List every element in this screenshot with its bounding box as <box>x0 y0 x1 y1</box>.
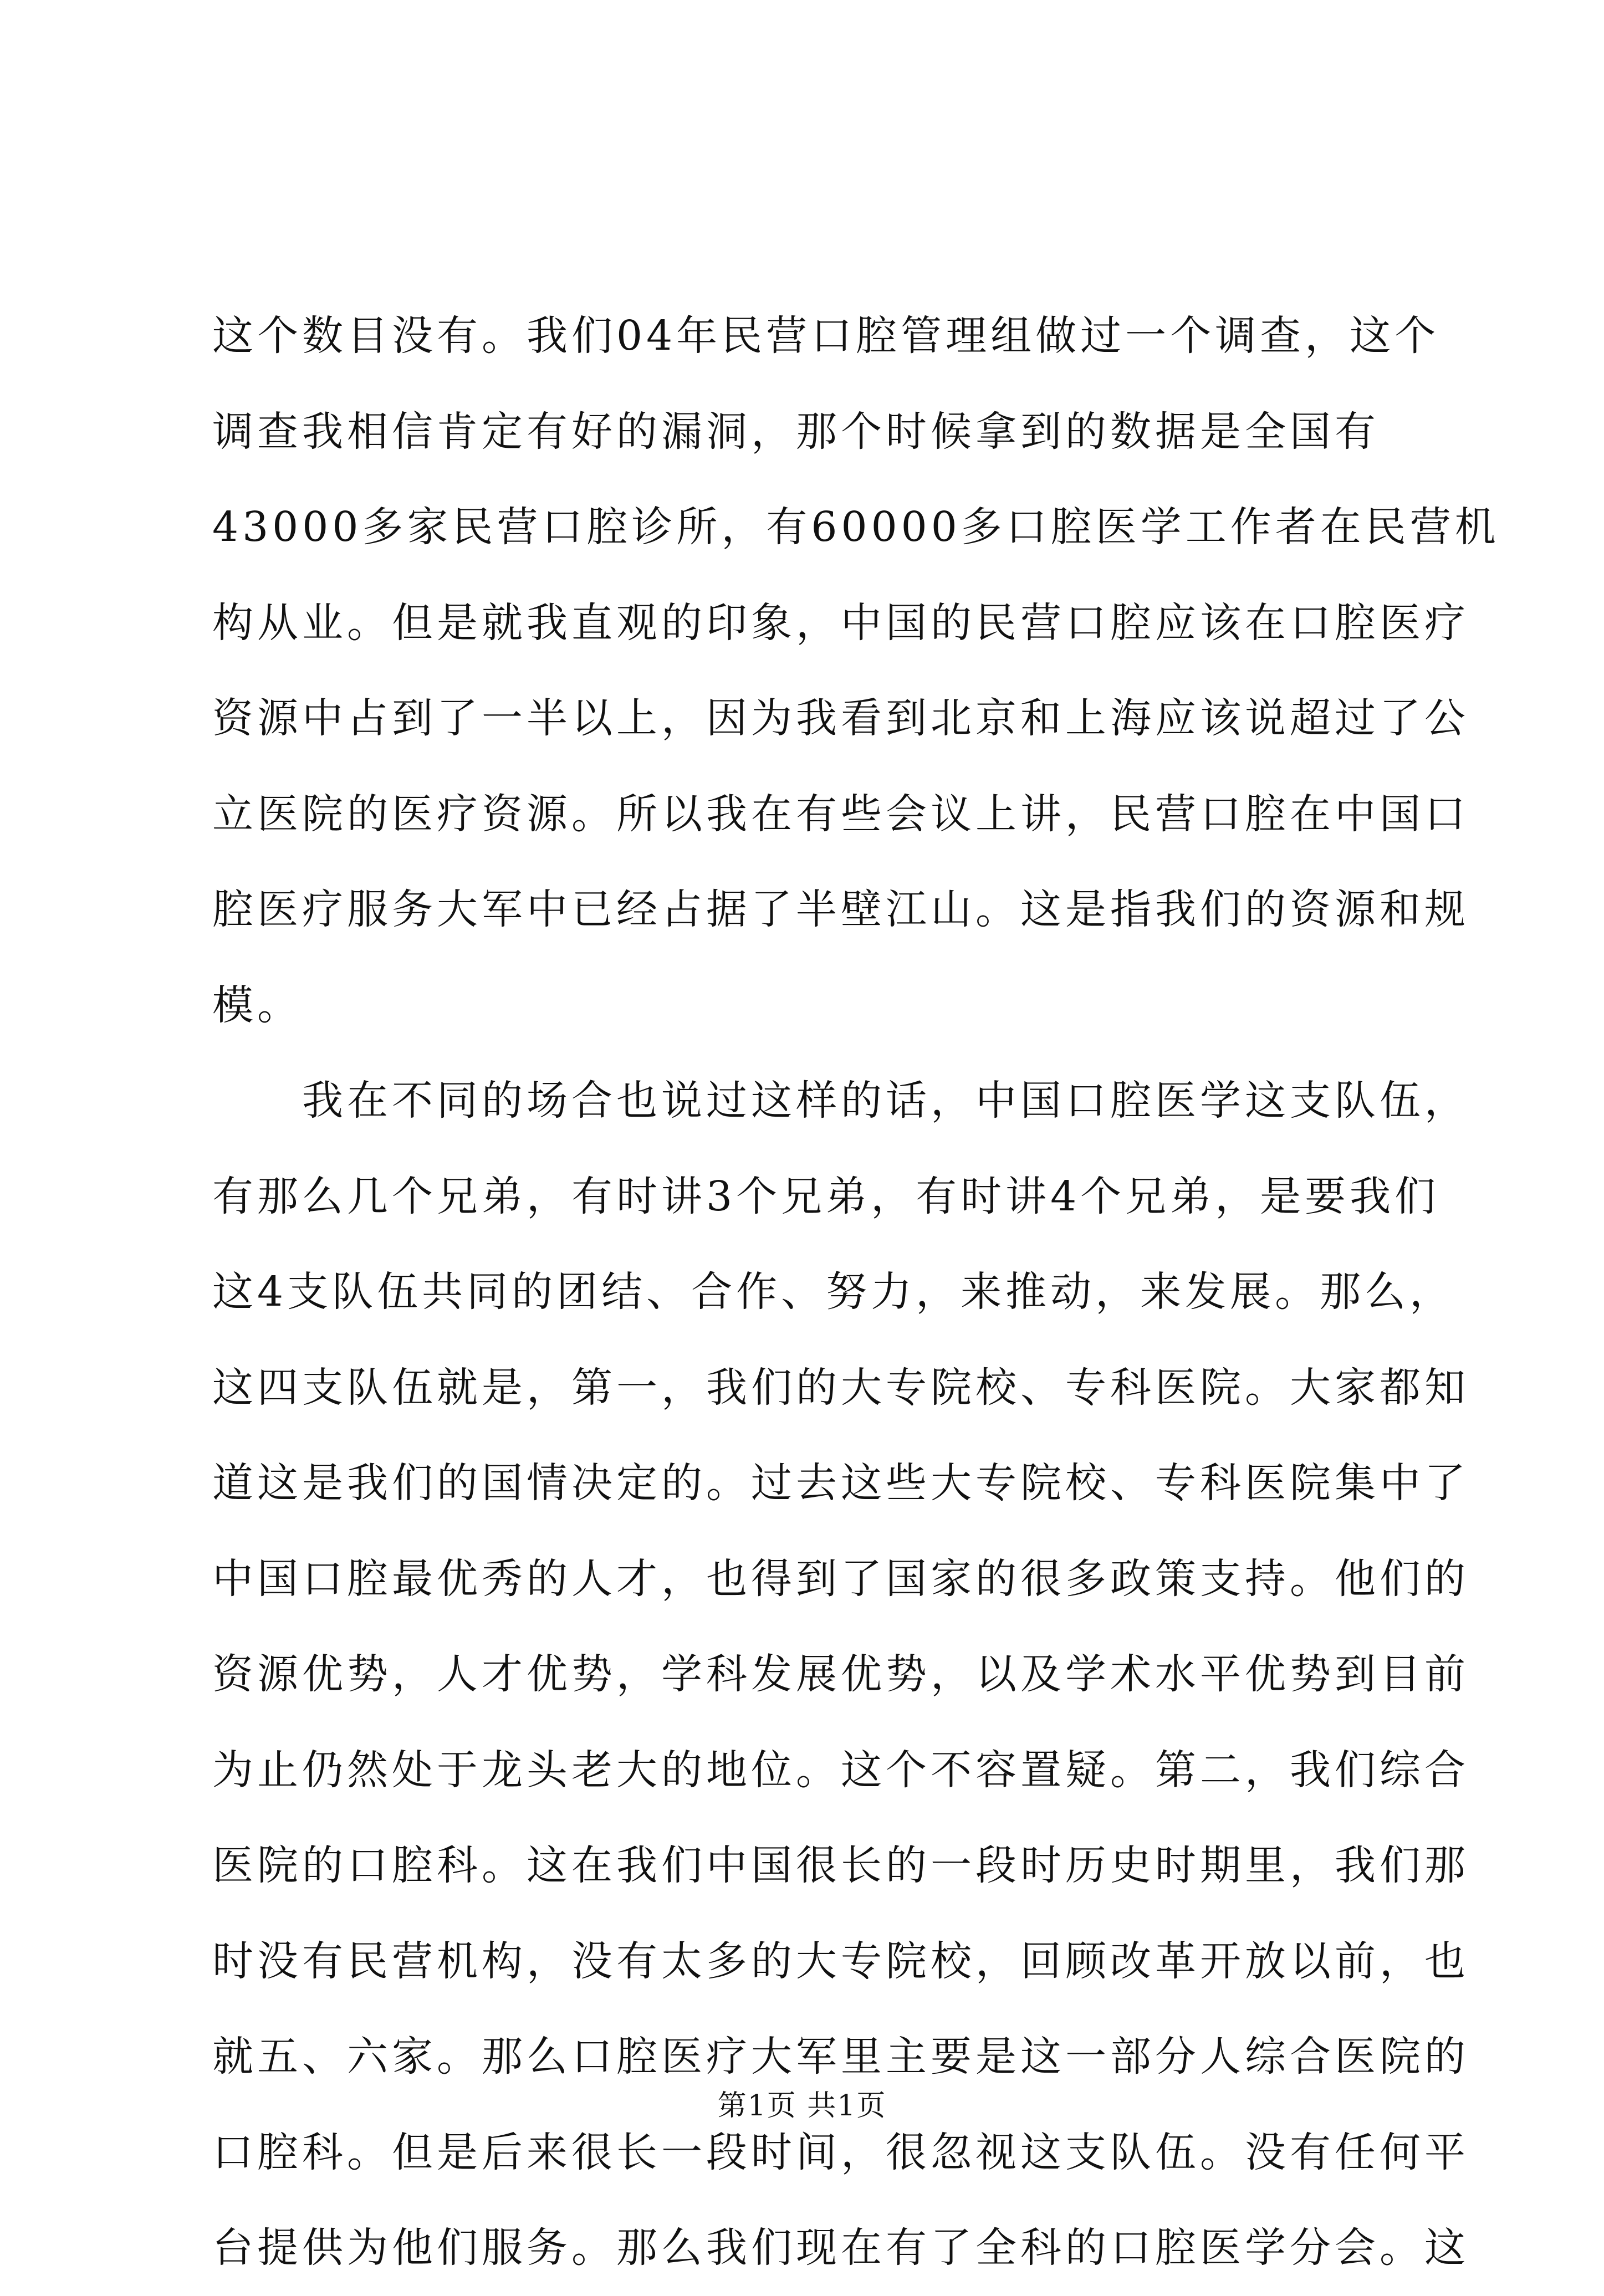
text-line: 有那么几个兄弟，有时讲3个兄弟，有时讲4个兄弟，是要我们 <box>212 1172 1440 1220</box>
body-text <box>212 288 1500 2296</box>
text-line: 就五、六家。那么口腔医疗大军里主要是这一部分人综合医院的 <box>212 2033 1469 2080</box>
text-line: 道这是我们的国情决定的。过去这些大专院校、专科医院集中了 <box>212 1459 1469 1507</box>
text-line: 资源中占到了一半以上，因为我看到北京和上海应该说超过了公 <box>212 694 1469 742</box>
text-line: 口腔科。但是后来很长一段时间，很忽视这支队伍。没有任何平 <box>212 2128 1469 2176</box>
text-line: 时没有民营机构，没有太多的大专院校，回顾改革开放以前，也 <box>212 1937 1469 1985</box>
text-line: 立医院的医疗资源。所以我在有些会议上讲，民营口腔在中国口 <box>212 790 1469 838</box>
text-line: 这个数目没有。我们04年民营口腔管理组做过一个调查，这个 <box>212 312 1440 360</box>
text-line: 这四支队伍就是，第一，我们的大专院校、专科医院。大家都知 <box>212 1363 1469 1412</box>
text-line: 为止仍然处于龙头老大的地位。这个不容置疑。第二，我们综合 <box>212 1746 1469 1794</box>
text-line: 医院的口腔科。这在我们中国很长的一段时历史时期里，我们那 <box>212 1842 1469 1889</box>
text-line: 台提供为他们服务。那么我们现在有了全科的口腔医学分会。这 <box>212 2224 1469 2272</box>
text-line: 资源优势，人才优势，学科发展优势，以及学术水平优势到目前 <box>212 1650 1469 1698</box>
page-footer <box>0 2084 1604 2128</box>
text-line: 腔医疗服务大军中已经占据了半壁江山。这是指我们的资源和规 <box>212 886 1469 933</box>
text-line: 构从业。但是就我直观的印象，中国的民营口腔应该在口腔医疗 <box>212 599 1469 647</box>
text-line: 43000多家民营口腔诊所，有60000多口腔医学工作者在民营机 <box>212 503 1500 551</box>
text-line: 我在不同的场合也说过这样的话，中国口腔医学这支队伍， <box>212 1077 1469 1124</box>
text-line: 中国口腔最优秀的人才，也得到了国家的很多政策支持。他们的 <box>212 1554 1469 1603</box>
page-number-label: 第1页 共1页 <box>717 2089 887 2123</box>
text-line: 模。 <box>212 981 302 1029</box>
text-line: 调查我相信肯定有好的漏洞，那个时候拿到的数据是全国有 <box>212 407 1380 456</box>
text-line: 这4支队伍共同的团结、合作、努力，来推动，来发展。那么， <box>212 1268 1455 1316</box>
